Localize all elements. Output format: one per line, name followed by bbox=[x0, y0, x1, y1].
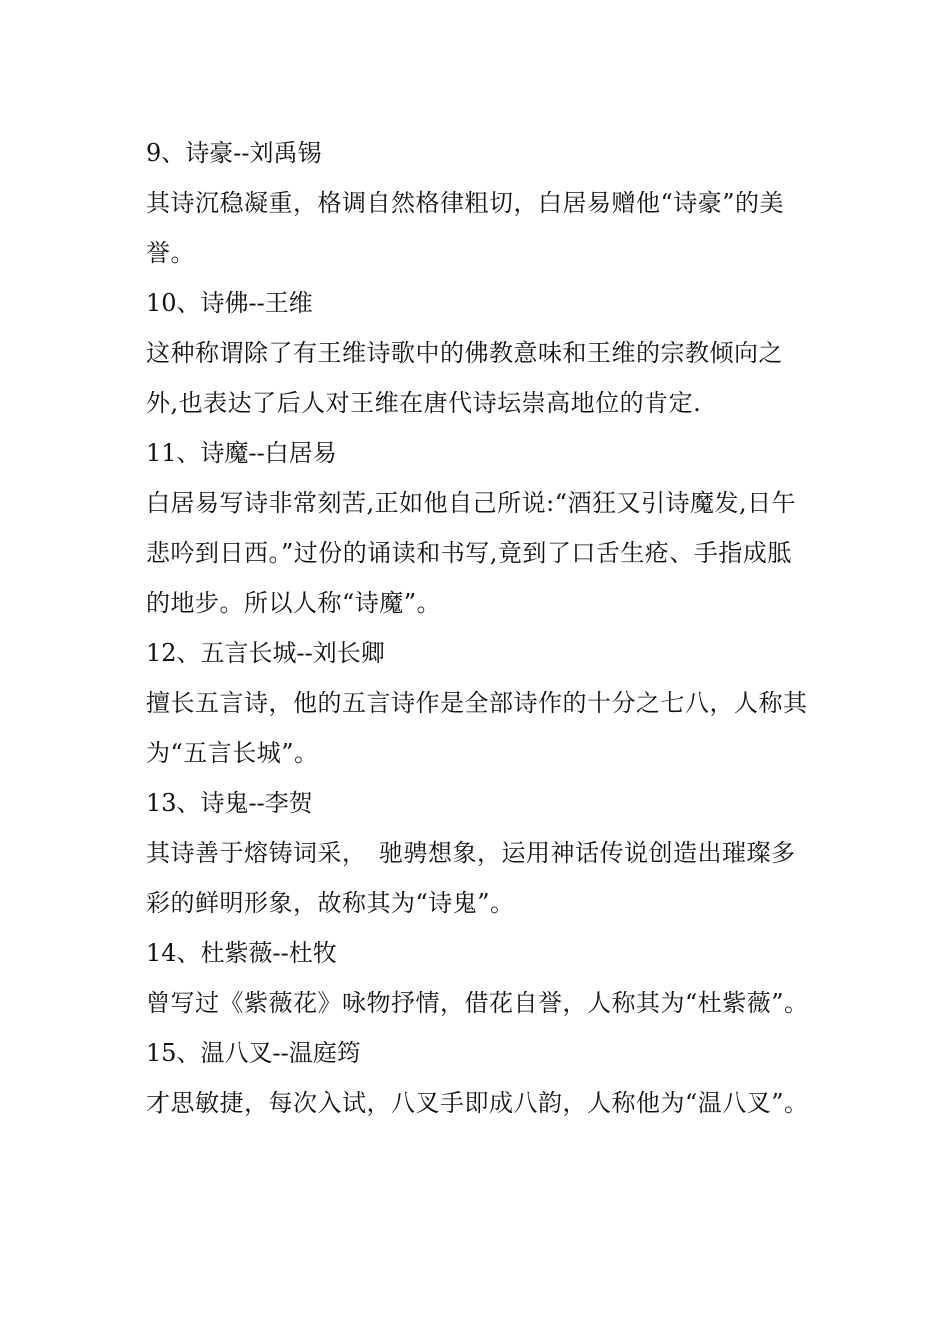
entry-body-9: 其诗沉稳凝重，格调自然格律粗切，白居易赠他“诗豪”的美誉。 bbox=[146, 189, 785, 267]
entry-heading-12: 12、五言长城--刘长卿 bbox=[146, 639, 385, 667]
entry-heading-15: 15、温八叉--温庭筠 bbox=[146, 1039, 361, 1067]
entry-heading-14: 14、杜紫薇--杜牧 bbox=[146, 939, 337, 967]
document-page bbox=[146, 128, 810, 1128]
entry-heading-10: 10、诗佛--王维 bbox=[146, 289, 313, 317]
entry-body-14: 曾写过《紫薇花》咏物抒情，借花自誉，人称其为“杜紫薇”。 bbox=[146, 989, 809, 1017]
entry-body-11: 白居易写诗非常刻苦,正如他自己所说:“酒狂又引诗魔发,日午悲吟到日西。”过份的诵读和书写,竟到了口舌生疮、手指成胝的地步。所以人称“诗魔”。 bbox=[146, 489, 797, 617]
entry-body-10: 这种称谓除了有王维诗歌中的佛教意味和王维的宗教倾向之外,也表达了后人对王维在唐代诗坛崇高地位的肯定. bbox=[146, 339, 783, 417]
entry-heading-9: 9、诗豪--刘禹锡 bbox=[146, 139, 322, 167]
entry-heading-13: 13、诗鬼--李贺 bbox=[146, 789, 313, 817]
entry-body-15: 才思敏捷，每次入试，八叉手即成八韵，人称他为“温八叉”。 bbox=[146, 1089, 809, 1117]
entry-body-13: 其诗善于熔铸词采， 驰骋想象，运用神话传说创造出璀璨多彩的鲜明形象，故称其为“诗鬼”。 bbox=[146, 839, 796, 917]
entry-body-12: 擅长五言诗，他的五言诗作是全部诗作的十分之七八，人称其为“五言长城”。 bbox=[146, 689, 808, 767]
entry-heading-11: 11、诗魔--白居易 bbox=[146, 439, 337, 467]
